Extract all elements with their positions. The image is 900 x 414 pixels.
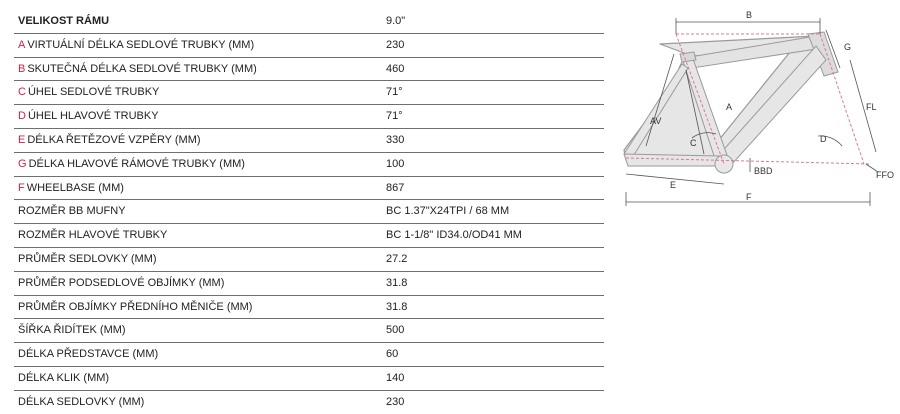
label-av: AV <box>650 116 662 126</box>
chain-stay <box>624 154 720 166</box>
row-label: DÉLKA SEDLOVKY (MM) <box>18 395 145 408</box>
label-a: A <box>726 102 733 112</box>
row-value: 230 <box>386 395 405 408</box>
row-label: ŠÍŘKA ŘIDÍTEK (MM) <box>18 324 126 337</box>
dimension-letter: E <box>18 133 26 146</box>
row-value: BC 1.37"X24TPI / 68 MM <box>386 200 604 224</box>
label-ffo: FFO <box>876 170 894 180</box>
down-tube <box>718 46 826 164</box>
dimension-letter: A <box>18 38 26 51</box>
label-bbd: BBD <box>754 166 773 176</box>
table-row <box>14 152 604 176</box>
label-g: G <box>844 42 852 52</box>
table-row <box>14 176 604 200</box>
table-row <box>14 81 604 105</box>
row-label: PRŮMĚR OBJÍMKY PŘEDNÍHO MĚNIČE (MM) <box>18 300 253 313</box>
row-label: DÉLKA ŘETĚZOVÉ VZPĚRY (MM) <box>27 133 201 146</box>
label-b: B <box>746 10 753 20</box>
row-value: 140 <box>386 366 604 390</box>
table-row <box>14 200 604 224</box>
table-row <box>14 247 604 271</box>
table-header-row <box>14 10 604 33</box>
dimension-letter: D <box>18 110 26 123</box>
row-label: SKUTEČNÁ DÉLKA SEDLOVÉ TRUBKY (MM) <box>27 62 257 75</box>
table-row <box>14 390 604 413</box>
frame-size-value: 9.0" <box>386 10 604 33</box>
table-row <box>14 224 604 248</box>
row-label: WHEELBASE (MM) <box>26 181 124 194</box>
table-row <box>14 366 604 390</box>
table-row <box>14 128 604 152</box>
dimension-letter: B <box>18 62 26 75</box>
row-value: 60 <box>386 343 604 367</box>
head-tube-axis-line <box>820 34 864 164</box>
dimension-letter: C <box>18 86 26 99</box>
frame-geometry-diagram <box>620 6 900 216</box>
table-row <box>14 343 604 367</box>
bottom-bracket <box>715 155 733 173</box>
row-label: ÚHEL HLAVOVÉ TRUBKY <box>27 110 159 123</box>
row-label: DÉLKA HLAVOVÉ RÁMOVÉ TRUBKY (MM) <box>28 157 245 170</box>
row-label: ROZMĚR BB MUFNY <box>18 205 126 218</box>
dimension-letter: G <box>18 157 27 170</box>
row-value: 230 <box>386 33 604 57</box>
row-label: ÚHEL SEDLOVÉ TRUBKY <box>27 86 160 99</box>
label-e: E <box>670 180 677 190</box>
row-value: 500 <box>386 319 604 343</box>
row-value: 71° <box>386 105 604 129</box>
row-value: 71° <box>386 81 604 105</box>
row-value: BC 1-1/8" ID34.0/OD41 MM <box>386 224 604 248</box>
row-value: 867 <box>386 176 604 200</box>
label-f: F <box>746 192 752 202</box>
row-label: PRŮMĚR SEDLOVKY (MM) <box>18 252 157 265</box>
frame-size-label: VELIKOST RÁMU <box>14 10 386 33</box>
seat-clamp <box>680 52 696 62</box>
geometry-table <box>14 10 604 414</box>
row-value: 100 <box>386 152 604 176</box>
dimension-letter: F <box>18 181 25 194</box>
row-label: DÉLKA PŘEDSTAVCE (MM) <box>18 348 159 361</box>
label-d: D <box>820 134 827 144</box>
row-value: 27.2 <box>386 247 604 271</box>
row-value: 31.8 <box>386 271 604 295</box>
row-label: DÉLKA KLIK (MM) <box>18 371 110 384</box>
row-label: VIRTUÁLNÍ DÉLKA SEDLOVÉ TRUBKY (MM) <box>27 38 255 51</box>
row-value: 31.8 <box>386 295 604 319</box>
table-row <box>14 57 604 81</box>
table-row <box>14 271 604 295</box>
row-label: ROZMĚR HLAVOVÉ TRUBKY <box>18 229 168 242</box>
row-label: PRŮMĚR PODSEDLOVÉ OBJÍMKY (MM) <box>18 276 225 289</box>
label-fl: FL <box>866 102 877 112</box>
table-row <box>14 319 604 343</box>
label-c: C <box>690 138 697 148</box>
table-row <box>14 33 604 57</box>
table-row <box>14 295 604 319</box>
row-value: 460 <box>386 57 604 81</box>
row-value: 330 <box>386 128 604 152</box>
table-row <box>14 105 604 129</box>
